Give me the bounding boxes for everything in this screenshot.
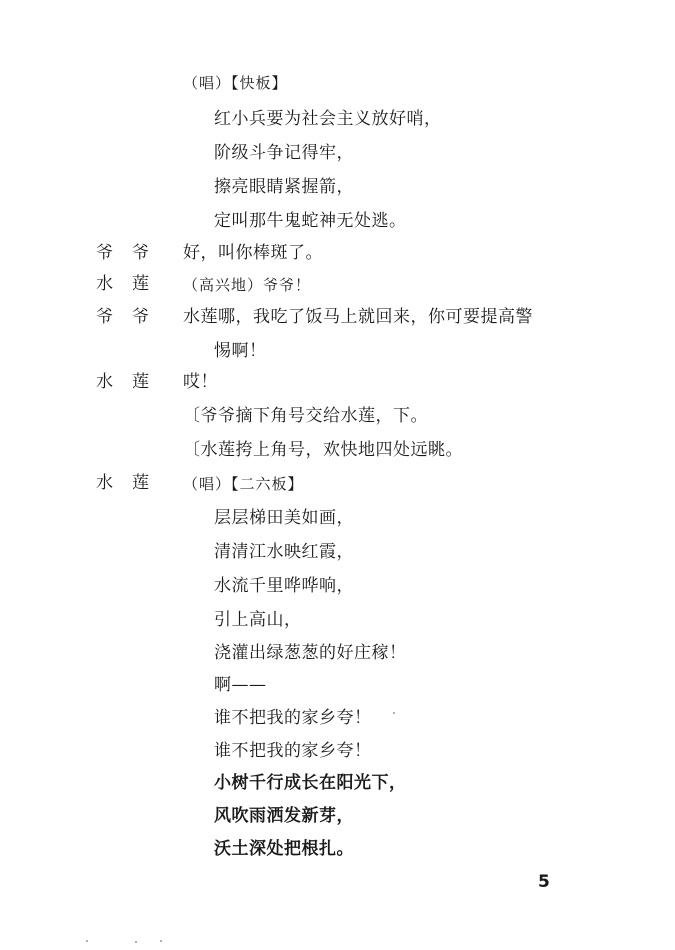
song-header: （唱）【二六板】	[183, 475, 304, 493]
lyric-line: 浇灌出绿葱葱的好庄稼！	[214, 643, 407, 663]
scan-speck	[393, 712, 395, 714]
dialogue-text: 哎！	[183, 372, 218, 392]
lyric-line: 红小兵要为社会主义放好哨，	[214, 109, 442, 129]
lyric-line: 水流千里哗哗响，	[214, 576, 354, 596]
speaker-char: 莲	[132, 473, 149, 493]
lyric-line: 层层梯田美如画，	[214, 508, 354, 528]
speaker-char: 爷	[96, 307, 113, 327]
lyric-line: 阶级斗争记得牢，	[214, 143, 354, 163]
lyric-line: 引上高山，	[214, 610, 302, 630]
speaker-char: 莲	[132, 274, 149, 294]
page-number: 5	[538, 872, 550, 892]
lyric-line: 谁不把我的家乡夸！	[214, 708, 372, 728]
speaker-char: 爷	[96, 243, 113, 263]
lyric-line: 风吹雨洒发新芽，	[214, 806, 354, 826]
lyric-line: 擦亮眼睛紧握箭，	[214, 177, 354, 197]
speaker-char: 水	[96, 372, 113, 392]
speaker-char: 爷	[132, 243, 149, 263]
scan-speck	[135, 941, 137, 943]
scan-speck	[160, 940, 162, 942]
dialogue-text: 水莲哪，我吃了饭马上就回来，你可要提高警	[183, 307, 533, 327]
lyric-line: 沃土深处把根扎。	[214, 839, 354, 859]
stage-direction: 〔水莲挎上角号，欢快地四处远眺。	[183, 440, 463, 460]
speaker-char: 水	[96, 473, 113, 493]
stage-direction: 〔爷爷摘下角号交给水莲，下。	[183, 406, 428, 426]
dialogue-text: （高兴地）爷爷！	[183, 276, 312, 294]
song-header: （唱）【快板】	[183, 74, 288, 92]
speaker-char: 爷	[132, 307, 149, 327]
lyric-line: 谁不把我的家乡夸！	[214, 741, 372, 761]
lyric-line: 清清江水映红霞，	[214, 542, 354, 562]
lyric-line: 啊——	[214, 675, 267, 695]
dialogue-text: 好，叫你棒斑了。	[183, 243, 323, 263]
scan-speck	[86, 940, 88, 942]
speaker-char: 莲	[132, 372, 149, 392]
lyric-line: 定叫那牛鬼蛇神无处逃。	[214, 211, 407, 231]
dialogue-continuation: 惕啊！	[214, 341, 267, 361]
lyric-line: 小树千行成长在阳光下，	[214, 773, 407, 793]
speaker-char: 水	[96, 274, 113, 294]
